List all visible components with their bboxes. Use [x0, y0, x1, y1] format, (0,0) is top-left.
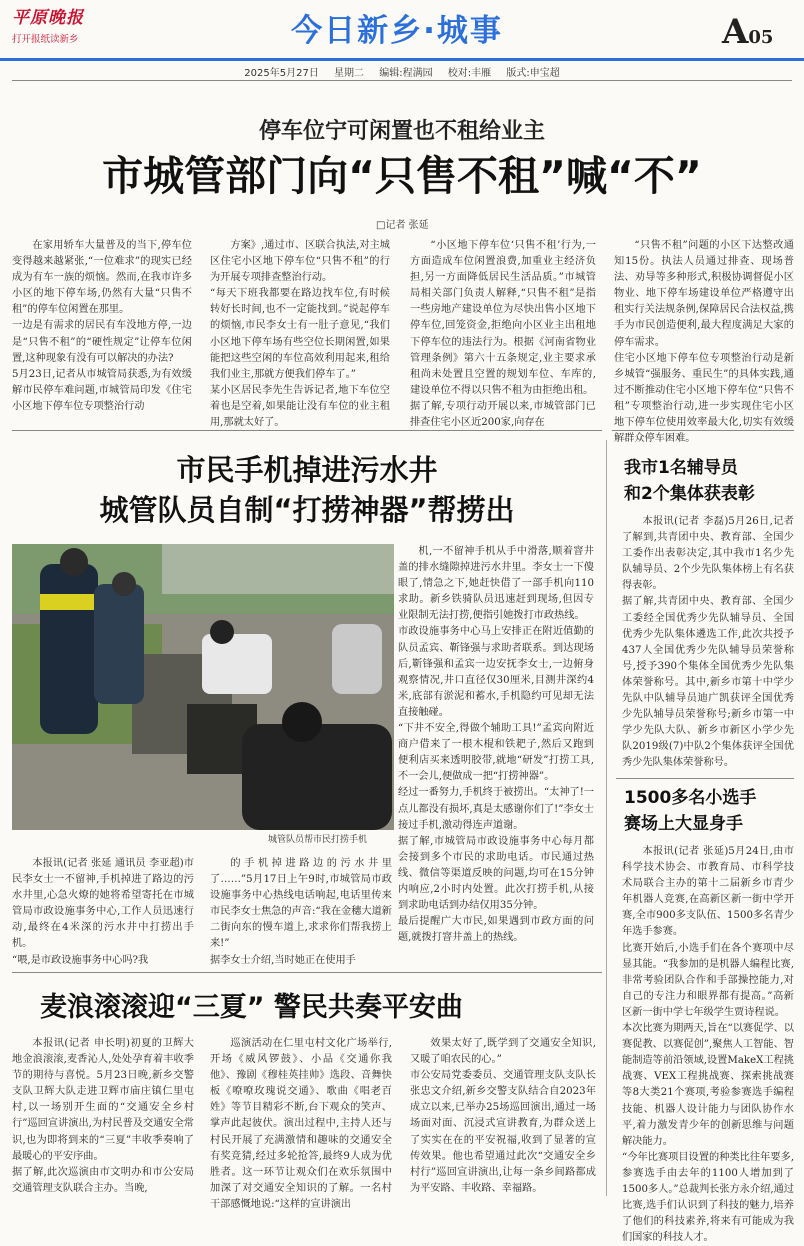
news-photo [12, 544, 394, 830]
story3-column-3 [410, 1036, 596, 1196]
story1-column-3 [410, 238, 596, 429]
story1-text-2: 方案》,通过市、区联合执法,对主城区住宅小区地下停车位“只售不租”的行为开展专项排查整治行动。 “每天下班我都要在路边找车位,有时候转好长时间,也不一定能找到。”说起停车的烦恼,市民李女士有一肚子意见,“我们小区地下停车场有些空位长期闲置,如果能把这些空闲的车位高效利用起来,租给我们业主,那就方便我们停车了。” 某小区居民李先生告诉记者,地下车位空着也是空着,如果能让没有车位的业主租用,那就太好了。 [210, 240, 390, 429]
story3-text-1: 本报讯(记者 申长明)初夏的卫辉大地金浪滚滚,麦香沁人,处处孕育着丰收季节的期待与喜悦。5月23日晚,新乡交警支队卫辉大队走进卫辉市庙庄镇仁里屯村,以一场别开生面的“交通安全乡村行”巡回宣讲演出,为村民普及交通安全常识,也为即将到来的“三夏”丰收季奏响了最暖心的平安序曲。 据了解,此次巡演由市文明办和市公安局交通管理支队联合主办。当晚, [12, 1038, 194, 1194]
divider [12, 430, 602, 431]
story1-column-2 [210, 238, 390, 429]
page-digits: 05 [748, 27, 774, 48]
divider [12, 972, 602, 973]
story2-column-2 [210, 856, 392, 964]
story1-text-1: 在家用轿车大量普及的当下,停车位变得越来越紧张,“一位难求”的现实已经成为有车一族的烦恼。然而,在我市许多小区的地下停车场,仍然有大量“只售不租”的停车位闲置在那里。 一边是有需求的居民有车没地方停,一边是“只售不租”的“硬性规定”让停车位闲置,这种现象有没有可以解决的办法? 5月23日,记者从市城管局获悉,为有效缓解市民停车难问题,市城管局印发《住宅小区地下停车位专项整治行动 [12, 240, 192, 412]
weekday: 星期二 [334, 68, 365, 79]
story3-column-2 [210, 1036, 392, 1210]
newspaper-logo [12, 8, 88, 46]
story1-kicker: 停车位宁可闲置也不租给业主 [258, 119, 545, 144]
side2-headline-1: 1500多名小选手 [624, 788, 757, 808]
divider [12, 80, 792, 81]
section-title: 今日新乡·城事 [291, 13, 503, 49]
story1-column-1 [12, 238, 192, 412]
story1-text-3: “小区地下停车位‘只售不租’行为,一方面造成车位闲置浪费,加重业主经济负担,另一方面降低居民生活品质。”市城管局相关部门负责人解释,“只售不租”是指一些房地产建设单位为尽快出售小区地下停车位,回笼资金,拒绝向小区业主出租地下停车位的违法行为。根据《河南省物业管理条例》第六十五条规定,业主要求承租尚未处置且空置的规划车位、车库的,建设单位不得以只售不租为由拒绝出租。 据了解,专项行动开展以来,市城管部门已排查住宅小区近200家,向存在 [410, 240, 596, 429]
story1-headline: 市城管部门向“只售不租”喊“不” [102, 152, 702, 200]
story3-headline: 麦浪滚滚迎“三夏” 警民共奏平安曲 [40, 992, 463, 1023]
story1-text-4: “只售不租”问题的小区下达整改通知15份。执法人员通过排查、现场普法、劝导等多种形式,积极协调督促小区物业、地下停车场建设单位严格遵守出租实行关法规条例,保障居民合法权益,携手为市民创造便利,最大程度满足大家的停车需求。 住宅小区地下停车位专项整治行动是新乡城管“强服务、重民生”的具体实践,通过不断推动住宅小区地下停车位“只售不租”专项整治行动,进一步实现住宅小区地下停车位使用效率最大化,切实有效缓解群众停车困难。 [614, 240, 794, 445]
page-letter: A [722, 12, 749, 52]
divider [616, 778, 794, 779]
divider [612, 430, 794, 431]
dateline [0, 64, 804, 79]
story3-column-1 [12, 1036, 194, 1196]
side2-body [622, 844, 794, 1244]
side1-text: 本报讯(记者 李磊)5月26日,记者了解到,共青团中央、教育部、全国少工委作出表彰决定,其中我市1名少先队辅导员、2个少先队集体榜上有名获得表彰。 据了解,共青团中央、教育部、全国少工委经全国优秀少先队辅导员、全国优秀少先队集体遴选工作,此次共授予437人全国优秀少先队辅导员荣誉称号,授予390个集体全国优秀少先队集体荣誉称号。其中,新乡市第十中学少先队中队辅导员迪广凯获评全国优秀少先队辅导员荣誉称号;新乡市第一中学少先队大队、新乡市新区小学少先队2019级(7)中队2个集体获评全国优秀少先队集体荣誉称号。 [622, 516, 794, 769]
photo-illustration [12, 544, 394, 830]
story1-byline: □记者 张延 [376, 220, 429, 231]
side1-headline-2: 和2个集体获表彰 [624, 484, 755, 504]
masthead-rule [0, 58, 804, 61]
photo-caption: 城管队员帮市民打捞手机 [268, 835, 368, 845]
layout-credit: 版式:申宝超 [506, 68, 560, 79]
story2-headline-2: 城管队员自制“打捞神器”帮捞出 [99, 493, 515, 527]
story1-column-4 [614, 238, 794, 445]
side2-headline-2: 赛场上大显身手 [624, 814, 743, 834]
story2-column-3 [398, 544, 594, 944]
story2-text-3: 机,一不留神手机从手中滑落,顺着窨井盖的排水缝隙掉进污水井里。李女士一下傻眼了,情急之下,她赶快借了一部手机向110求助。新乡铁骑队员迅速赶到现场,但因专业限制无法打捞,便指引她拨打市政热线。 市政设施事务中心马上安排正在附近值勤的队员孟宾、靳锋强与求助者联系。到达现场后,靳锋强和孟宾一边安抚李女士,一边俯身观察情况,井口直径仅30厘米,目测井深约4米,底部有淤泥和蓄水,手机隐约可见却无法直接触碰。 “下井不安全,得做个辅助工具!”孟宾向附近商户借来了一根木棍和铁耙子,然后又跑到便利店买来透明胶带,就地“研发”打捞工具,不一会儿,便做成一把“打捞神器”。 经过一番努力,手机终于被捞出。“太神了!一点儿都没有损坏,真是太感谢你们了!”李女士接过手机,激动得连声道谢。 据了解,市城管局市政设施事务中心每月都会接到多个市民的求助电话。市民通过热线、微信等渠道反映的问题,均可在15分钟内响应,2小时内处置。此次打捞手机,从接到求助电话到办结仅用35分钟。 最后提醒广大市民,如果遇到市政方面的问题,就拨打窨井盖上的热线。 [398, 546, 594, 944]
logo-slogan: 打开报纸读新乡 [12, 34, 79, 45]
story2-headline-1: 市民手机掉进污水井 [176, 453, 438, 487]
story3-text-2: 巡演活动在仁里屯村文化广场举行,开场《威风锣鼓》、小品《交通你我他》、豫剧《穆桂英挂帅》选段、音舞快板《嘹嘹玫瑰说交通》、歌曲《唱老百姓》等节目精彩不断,台下观众的笑声、掌声此起彼伏。演出过程中,主持人还与村民开展了充满激情和趣味的交通安全有奖竞猜,经过多轮抢答,最终9人成为优胜者。这一环节让观众们在欢乐氛围中加深了对交通安全知识的了解。一名村干部感慨地说:“这样的宣讲演出 [210, 1038, 392, 1210]
logo-text: 平原晚报 [12, 8, 84, 28]
story3-text-3: 效果太好了,既学到了交通安全知识,又暖了咱农民的心。” 市公安局党委委员、交通管理支队支队长张忠文介绍,新乡交警支队结合自2023年成立以来,已举办25场巡回演出,通过一场场面对面、沉浸式宣讲教育,为群众送上了实实在在的平安祝福,收到了显著的宣传效果。他也希望通过此次“交通安全乡村行”巡回宣讲演出,让每一条乡间路都成为平安路、丰收路、幸福路。 [410, 1038, 596, 1194]
issue-date: 2025年5月27日 [244, 68, 319, 79]
proof-credit: 校对:丰雁 [447, 68, 492, 79]
story2-column-1 [12, 856, 194, 964]
side1-headline-1: 我市1名辅导员 [624, 458, 738, 478]
story2-text-2: 的手机掉进路边的污水井里了……”5月17日上午9时,市城管局市政设施事务中心热线电话响起,电话里传来市民李女士焦急的声音:“我在金穗大道新二街向东的慢车道上,求求你们帮我捞上来!” 据李女士介绍,当时她正在使用手 [210, 858, 392, 966]
page-number [722, 14, 773, 56]
story2-text-1: 本报讯(记者 张延 通讯员 李亚超)市民李女士一不留神,手机掉进了路边的污水井里,心急火燎的她将希望寄托在市城管局市政设施事务中心,工作人员迅速行动,最终在4米深的污水井中打捞出手机。 “喂,是市政设施事务中心吗?我 [12, 858, 194, 966]
side1-body [622, 514, 794, 776]
sidebar-divider [606, 440, 607, 1196]
editor-credit: 编辑:程满园 [379, 68, 433, 79]
side2-text: 本报讯(记者 张延)5月24日,由市科学技术协会、市教育局、市科学技术局联合主办的第十二届新乡市青少年机器人竞赛,在高新区新一街中学开赛,全市900多支队伍、1500多名青少年选手参赛。 比赛开始后,小选手们在各个赛项中尽显其能。“我参加的是机器人编程比赛,非常考验团队合作和手部操控能力,对自己的专注力和眼界都有提高。”高新区新一街中学七年级学生贾诗程说。 本次比赛为期两天,旨在“以赛促学、以赛促教、以赛促创”,聚焦人工智能、智能制造等前沿领域,设置MakeX工程挑战赛、VEX工程挑战赛、探索挑战赛等8大类21个赛项,考验参赛选手编程技能、机器人设计能力与团队协作水平,着力激发青少年的创新思维与问题解决能力。 “今年比赛项目设置的种类比往年要多,参赛选手由去年的1100人增加到了1500多人。”总裁判长张方永介绍,通过比赛,选手们认识到了科技的魅力,培养了他们的科技素养,将来有可能成为我们国家的科技人才。 [622, 846, 794, 1244]
